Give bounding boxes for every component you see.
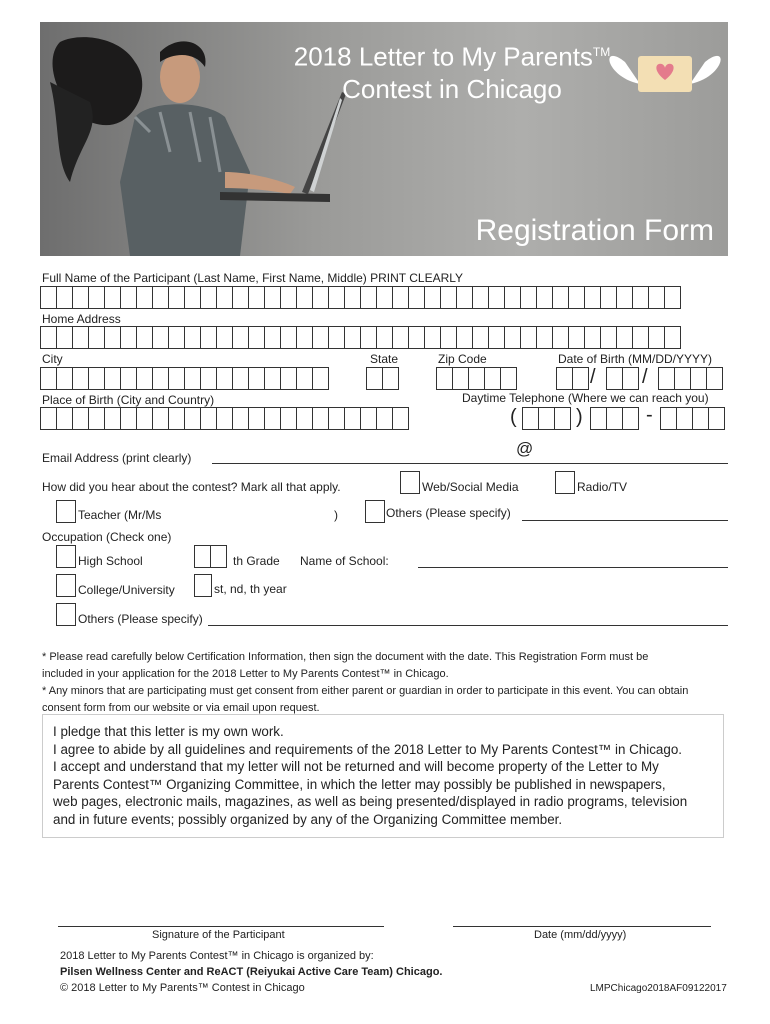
char-box[interactable]: [472, 326, 489, 349]
char-box[interactable]: [72, 367, 89, 390]
char-box[interactable]: [248, 326, 265, 349]
char-box[interactable]: [632, 326, 649, 349]
char-box[interactable]: [248, 286, 265, 309]
char-box[interactable]: [88, 407, 105, 430]
signature-label: Signature of the Participant: [152, 929, 285, 941]
char-box[interactable]: [210, 545, 227, 568]
char-box[interactable]: [216, 286, 233, 309]
char-box[interactable]: [376, 326, 393, 349]
char-box[interactable]: [572, 367, 589, 390]
dob-month-boxes[interactable]: [556, 367, 588, 390]
form-title: Registration Form: [475, 214, 714, 247]
char-box[interactable]: [392, 407, 409, 430]
char-box[interactable]: [648, 326, 665, 349]
char-box[interactable]: [56, 286, 73, 309]
char-box[interactable]: [296, 286, 313, 309]
char-box[interactable]: [590, 407, 607, 430]
city-boxes[interactable]: [40, 367, 328, 390]
home-address-label: Home Address: [42, 312, 121, 326]
char-box[interactable]: [56, 367, 73, 390]
char-box[interactable]: [88, 326, 105, 349]
state-label: State: [370, 352, 399, 366]
char-box[interactable]: [264, 286, 281, 309]
year-box[interactable]: [194, 574, 212, 597]
form-code: LMPChicago2018AF09122017: [590, 983, 727, 994]
char-box[interactable]: [616, 326, 633, 349]
char-box[interactable]: [40, 407, 57, 430]
char-box[interactable]: [168, 367, 185, 390]
char-box[interactable]: [520, 286, 537, 309]
char-box[interactable]: [312, 367, 329, 390]
char-box[interactable]: [504, 286, 521, 309]
at-sign: @: [516, 439, 534, 458]
date-field[interactable]: [453, 926, 711, 927]
radio-checkbox[interactable]: [555, 471, 575, 494]
char-box[interactable]: [152, 407, 169, 430]
char-box[interactable]: [584, 326, 601, 349]
char-box[interactable]: [120, 286, 137, 309]
char-box[interactable]: [568, 286, 585, 309]
teacher-checkbox[interactable]: [56, 500, 76, 523]
char-box[interactable]: [264, 326, 281, 349]
radio-label: Radio/TV: [577, 480, 628, 494]
phone-dash: -: [646, 404, 653, 426]
char-box[interactable]: [280, 367, 297, 390]
zip-label: Zip Code: [438, 352, 487, 366]
college-label: College/University: [78, 583, 175, 597]
char-box[interactable]: [660, 407, 677, 430]
char-box[interactable]: [184, 367, 201, 390]
char-box[interactable]: [232, 367, 249, 390]
char-box[interactable]: [216, 367, 233, 390]
char-box[interactable]: [328, 286, 345, 309]
char-box[interactable]: [296, 326, 313, 349]
char-box[interactable]: [360, 326, 377, 349]
char-box[interactable]: [376, 286, 393, 309]
char-box[interactable]: [658, 367, 675, 390]
char-box[interactable]: [436, 367, 453, 390]
char-box[interactable]: [248, 407, 265, 430]
char-box[interactable]: [488, 286, 505, 309]
header-banner: [40, 22, 728, 256]
char-box[interactable]: [536, 326, 553, 349]
char-box[interactable]: [616, 286, 633, 309]
footer-line1: 2018 Letter to My Parents Contest™ in Chicago is organized by:: [60, 950, 374, 962]
dob-day-boxes[interactable]: [606, 367, 638, 390]
char-box[interactable]: [88, 286, 105, 309]
char-box[interactable]: [328, 326, 345, 349]
char-box[interactable]: [360, 286, 377, 309]
char-box[interactable]: [632, 286, 649, 309]
footer-line2: Pilsen Wellness Center and ReACT (Reiyukai Active Care Team) Chicago.: [60, 966, 443, 978]
zip-boxes[interactable]: [436, 367, 516, 390]
char-box[interactable]: [168, 326, 185, 349]
char-box[interactable]: [88, 367, 105, 390]
state-boxes[interactable]: [366, 367, 398, 390]
char-box[interactable]: [376, 407, 393, 430]
teacher-label: Teacher (Mr/Ms: [78, 508, 162, 522]
char-box[interactable]: [606, 407, 623, 430]
teacher-close-paren: ): [334, 508, 338, 522]
char-box[interactable]: [296, 367, 313, 390]
char-box[interactable]: [312, 407, 329, 430]
char-box[interactable]: [648, 286, 665, 309]
char-box[interactable]: [408, 286, 425, 309]
char-box[interactable]: [120, 407, 137, 430]
phone-prefix-boxes[interactable]: [590, 407, 638, 430]
char-box[interactable]: [472, 286, 489, 309]
others-source-label: Others (Please specify): [386, 506, 511, 520]
others-occupation-field[interactable]: [208, 625, 728, 626]
char-box[interactable]: [56, 407, 73, 430]
char-box[interactable]: [538, 407, 555, 430]
grade-boxes[interactable]: [194, 545, 226, 568]
char-box[interactable]: [216, 326, 233, 349]
char-box[interactable]: [456, 286, 473, 309]
char-box[interactable]: [184, 286, 201, 309]
char-box[interactable]: [568, 326, 585, 349]
char-box[interactable]: [504, 326, 521, 349]
place-of-birth-boxes[interactable]: [40, 407, 408, 430]
phone-label: Daytime Telephone (Where we can reach you): [462, 391, 709, 405]
char-box[interactable]: [184, 326, 201, 349]
char-box[interactable]: [136, 286, 153, 309]
grade-label: th Grade: [233, 554, 280, 568]
char-box[interactable]: [200, 367, 217, 390]
char-box[interactable]: [152, 326, 169, 349]
char-box[interactable]: [382, 367, 399, 390]
char-box[interactable]: [440, 286, 457, 309]
char-box[interactable]: [664, 286, 681, 309]
char-box[interactable]: [280, 286, 297, 309]
char-box[interactable]: [312, 326, 329, 349]
char-box[interactable]: [72, 407, 89, 430]
email-field[interactable]: [212, 463, 728, 464]
phone-area-boxes[interactable]: [522, 407, 570, 430]
char-box[interactable]: [104, 367, 121, 390]
char-box[interactable]: [456, 326, 473, 349]
pledge-box: I pledge that this letter is my own work. I agree to abide by all guidelines and requirements of the 2018 Letter to My Parents Contest™ in Chicago. I accept and understand that my letter will not be returned and will become property of the Letter to My Parents Contest™ Organizing Committee, in which the letter may possibly be published in newspapers, web pages, electronic mails, magazines, as well as being presented/displayed in radio programs, television and in future events; possibly organized by any of the Organizing Committee member.: [42, 714, 724, 838]
contest-title: 2018 Letter to My Parents™ Contest in Chicago: [293, 41, 611, 104]
char-box[interactable]: [56, 326, 73, 349]
char-box[interactable]: [264, 407, 281, 430]
char-box[interactable]: [280, 407, 297, 430]
phone-paren-open: (: [510, 406, 517, 428]
dob-year-boxes[interactable]: [658, 367, 722, 390]
char-box[interactable]: [392, 326, 409, 349]
email-label: Email Address (print clearly): [42, 451, 192, 465]
school-name-label: Name of School:: [300, 554, 389, 568]
others-occupation-checkbox[interactable]: [56, 603, 76, 626]
char-box[interactable]: [366, 367, 383, 390]
high-school-label: High School: [78, 554, 143, 568]
char-box[interactable]: [200, 286, 217, 309]
char-box[interactable]: [120, 367, 137, 390]
char-box[interactable]: [104, 407, 121, 430]
char-box[interactable]: [556, 367, 573, 390]
school-name-field[interactable]: [418, 567, 728, 568]
char-box[interactable]: [72, 286, 89, 309]
char-box[interactable]: [232, 407, 249, 430]
place-of-birth-label: Place of Birth (City and Country): [42, 393, 215, 407]
char-box[interactable]: [104, 326, 121, 349]
char-box[interactable]: [522, 407, 539, 430]
char-box[interactable]: [552, 326, 569, 349]
char-box[interactable]: [152, 286, 169, 309]
footer-line3: © 2018 Letter to My Parents™ Contest in Chicago: [60, 982, 305, 994]
char-box[interactable]: [40, 367, 57, 390]
char-box[interactable]: [554, 407, 571, 430]
high-school-checkbox[interactable]: [56, 545, 76, 568]
date-label: Date (mm/dd/yyyy): [534, 929, 627, 941]
char-box[interactable]: [328, 407, 345, 430]
full-name-boxes[interactable]: [40, 286, 680, 309]
phone-paren-close: ): [576, 406, 583, 428]
char-box[interactable]: [184, 407, 201, 430]
year-label: st, nd, th year: [214, 582, 287, 596]
web-label: Web/Social Media: [422, 480, 519, 494]
char-box[interactable]: [440, 326, 457, 349]
phone-line-boxes[interactable]: [660, 407, 724, 430]
char-box[interactable]: [708, 407, 725, 430]
char-box[interactable]: [248, 367, 265, 390]
source-question: How did you hear about the contest? Mark all that apply.: [42, 480, 341, 494]
home-address-boxes[interactable]: [40, 326, 680, 349]
dob-label: Date of Birth (MM/DD/YYYY): [558, 352, 713, 366]
occupation-label: Occupation (Check one): [42, 530, 172, 544]
college-checkbox[interactable]: [56, 574, 76, 597]
char-box[interactable]: [520, 326, 537, 349]
char-box[interactable]: [600, 326, 617, 349]
char-box[interactable]: [536, 286, 553, 309]
char-box[interactable]: [136, 326, 153, 349]
char-box[interactable]: [104, 286, 121, 309]
char-box[interactable]: [488, 326, 505, 349]
char-box[interactable]: [676, 407, 693, 430]
full-name-label: Full Name of the Participant (Last Name, First Name, Middle) PRINT CLEARLY: [42, 271, 464, 285]
char-box[interactable]: [344, 326, 361, 349]
char-box[interactable]: [152, 367, 169, 390]
char-box[interactable]: [72, 326, 89, 349]
char-box[interactable]: [360, 407, 377, 430]
char-box[interactable]: [424, 326, 441, 349]
char-box[interactable]: [232, 286, 249, 309]
char-box[interactable]: [168, 407, 185, 430]
char-box[interactable]: [232, 326, 249, 349]
char-box[interactable]: [584, 286, 601, 309]
char-box[interactable]: [40, 286, 57, 309]
char-box[interactable]: [552, 286, 569, 309]
char-box[interactable]: [312, 286, 329, 309]
others-source-checkbox[interactable]: [365, 500, 385, 523]
char-box[interactable]: [280, 326, 297, 349]
char-box[interactable]: [344, 407, 361, 430]
city-label: City: [42, 352, 63, 366]
char-box[interactable]: [706, 367, 723, 390]
char-box[interactable]: [484, 367, 501, 390]
char-box[interactable]: [392, 286, 409, 309]
char-box[interactable]: [194, 545, 211, 568]
char-box[interactable]: [216, 407, 233, 430]
others-source-field[interactable]: [522, 520, 728, 521]
char-box[interactable]: [264, 367, 281, 390]
char-box[interactable]: [692, 407, 709, 430]
char-box[interactable]: [424, 286, 441, 309]
char-box[interactable]: [452, 367, 469, 390]
char-box[interactable]: [606, 367, 623, 390]
char-box[interactable]: [500, 367, 517, 390]
char-box[interactable]: [690, 367, 707, 390]
char-box[interactable]: [468, 367, 485, 390]
char-box[interactable]: [168, 286, 185, 309]
notice-text: * Please read carefully below Certification Information, then sign the document with the date. This Registration Form must be included in your application for the 2018 Letter to My Parents Contest™ in Chicago. * Any minors that are participating must get consent from either parent or guardian in order to participate in this event. You can obtain consent form from our website or via email upon request.: [42, 651, 689, 714]
char-box[interactable]: [344, 286, 361, 309]
others-occupation-label: Others (Please specify): [78, 612, 203, 626]
char-box[interactable]: [120, 326, 137, 349]
dob-slash: /: [642, 366, 648, 388]
dob-slash: /: [590, 366, 596, 388]
char-box[interactable]: [200, 326, 217, 349]
char-box[interactable]: [136, 367, 153, 390]
char-box[interactable]: [664, 326, 681, 349]
char-box[interactable]: [622, 367, 639, 390]
char-box[interactable]: [600, 286, 617, 309]
char-box[interactable]: [136, 407, 153, 430]
signature-field[interactable]: [58, 926, 384, 927]
char-box[interactable]: [40, 326, 57, 349]
char-box[interactable]: [296, 407, 313, 430]
char-box[interactable]: [200, 407, 217, 430]
web-checkbox[interactable]: [400, 471, 420, 494]
char-box[interactable]: [408, 326, 425, 349]
char-box[interactable]: [622, 407, 639, 430]
char-box[interactable]: [674, 367, 691, 390]
